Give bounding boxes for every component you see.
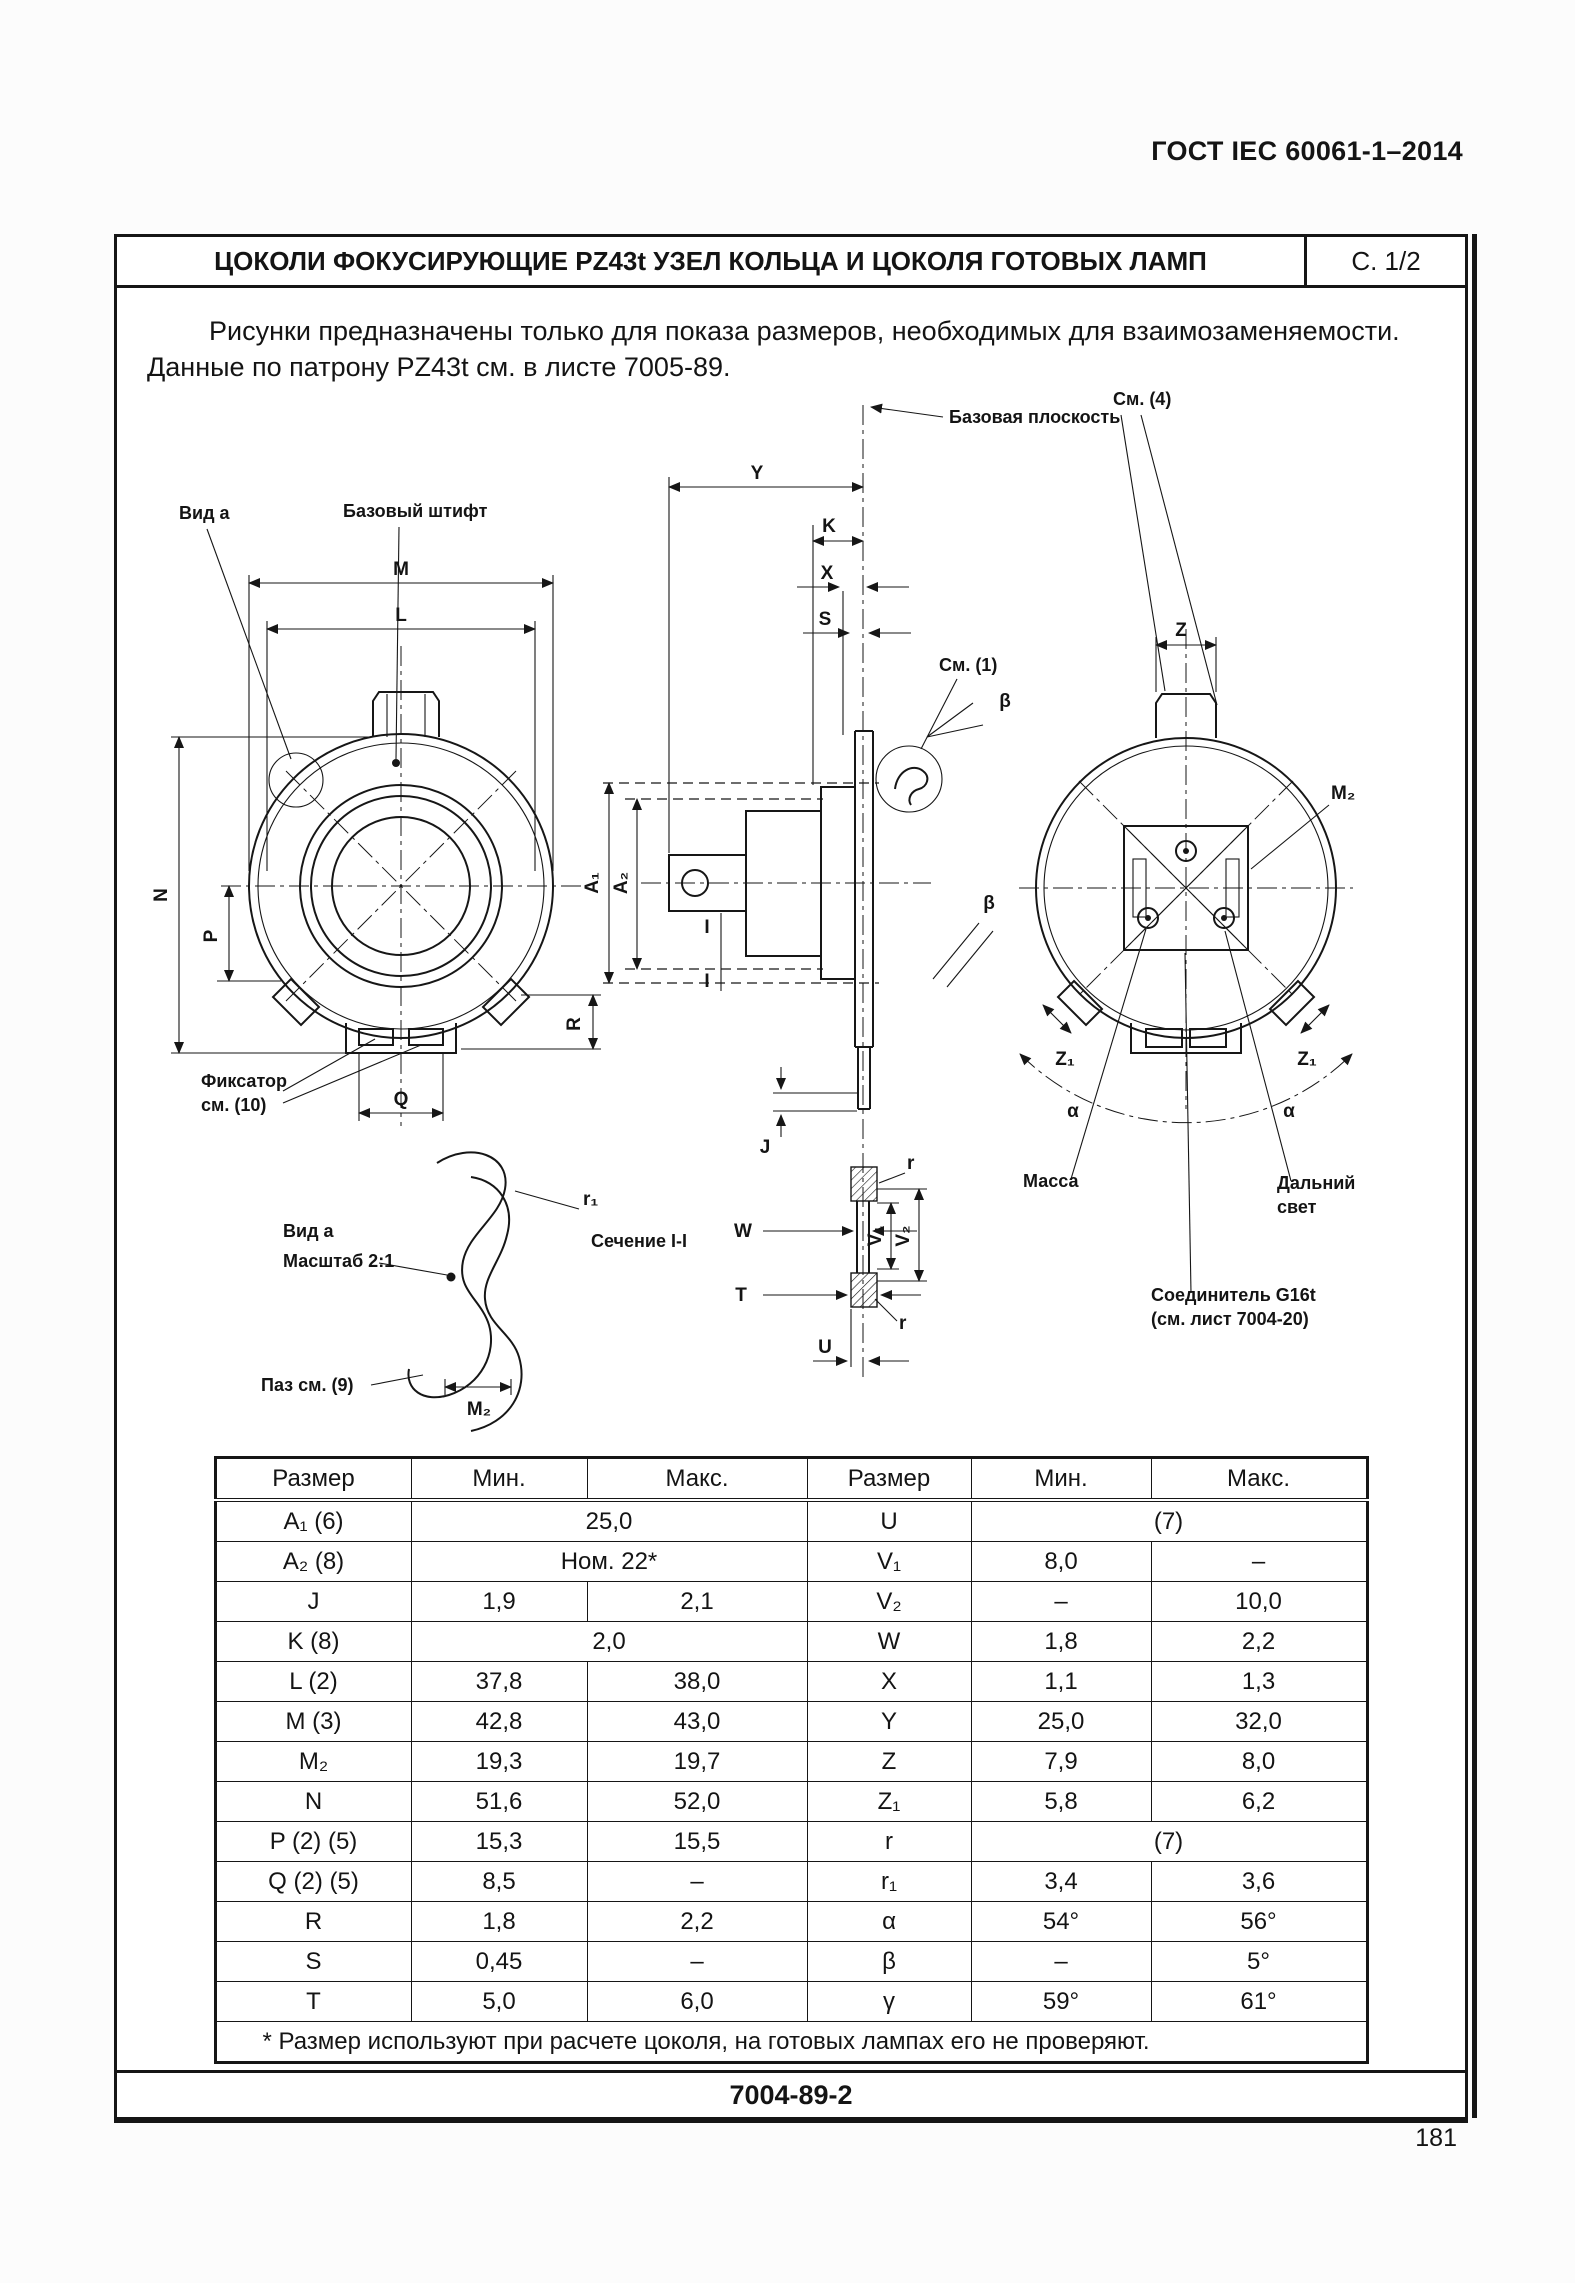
- dimension-table-body: [215, 1500, 1367, 2022]
- col-header-size-right: Размер: [807, 1458, 971, 1501]
- table-cell: 51,6: [411, 1782, 587, 1822]
- dim-label-S: S: [818, 609, 832, 631]
- table-row: [215, 1662, 1367, 1702]
- dim-label-A1: A₁: [582, 872, 603, 895]
- table-cell: 19,7: [587, 1742, 807, 1782]
- dim-label-T: T: [735, 1285, 747, 1307]
- table-cell: α: [807, 1902, 971, 1942]
- table-cell: 5°: [1151, 1942, 1367, 1982]
- table-row: [215, 1982, 1367, 2022]
- table-cell: Ном. 22*: [411, 1542, 807, 1582]
- col-header-min-left: Мин.: [411, 1458, 587, 1501]
- table-row: [215, 1822, 1367, 1862]
- table-cell: r₁: [807, 1862, 971, 1902]
- table-cell: 5,8: [971, 1782, 1151, 1822]
- dim-label-Y: Y: [750, 463, 764, 485]
- table-header-row: [215, 1458, 1367, 1501]
- col-header-min-right: Мин.: [971, 1458, 1151, 1501]
- dim-label-r: r: [907, 1153, 915, 1175]
- table-cell: 3,4: [971, 1862, 1151, 1902]
- connector-label: Соединитель G16t: [1151, 1285, 1316, 1306]
- table-cell: 52,0: [587, 1782, 807, 1822]
- table-cell: 0,45: [411, 1942, 587, 1982]
- connector-label: (см. лист 7004-20): [1151, 1309, 1309, 1330]
- dim-label-R: R: [564, 1017, 585, 1032]
- fixator-label: см. (10): [201, 1095, 267, 1116]
- table-cell: V₁: [807, 1542, 971, 1582]
- table-cell: 1,8: [411, 1902, 587, 1942]
- table-row: [215, 1742, 1367, 1782]
- table-row: [215, 1542, 1367, 1582]
- table-cell: X: [807, 1662, 971, 1702]
- table-cell: 56°: [1151, 1902, 1367, 1942]
- section-mark-I: I: [704, 917, 710, 939]
- table-cell: 1,8: [971, 1622, 1151, 1662]
- table-cell: –: [587, 1942, 807, 1982]
- table-cell: V₂: [807, 1582, 971, 1622]
- high-beam-label: Дальний: [1277, 1173, 1356, 1194]
- table-cell: –: [587, 1862, 807, 1902]
- table-cell: 10,0: [1151, 1582, 1367, 1622]
- table-cell: 15,3: [411, 1822, 587, 1862]
- see-1-label: См. (1): [939, 655, 998, 676]
- table-row: [215, 1582, 1367, 1622]
- rear-view-dimensions: [1020, 391, 1355, 1123]
- groove-label: Паз см. (9): [261, 1375, 354, 1396]
- angle-label-beta: β: [999, 691, 1011, 713]
- col-header-max-right: Макс.: [1151, 1458, 1367, 1501]
- table-cell: 25,0: [411, 1500, 807, 1542]
- table-cell: r: [807, 1822, 971, 1862]
- dim-label-A2: A₂: [611, 872, 632, 895]
- table-cell: 8,0: [1151, 1742, 1367, 1782]
- page-number: 181: [1415, 2124, 1457, 2152]
- table-row: [215, 1500, 1367, 1542]
- table-cell: –: [1151, 1542, 1367, 1582]
- view-a-label: Вид а: [179, 503, 230, 524]
- table-cell: 1,3: [1151, 1662, 1367, 1702]
- table-cell: K (8): [215, 1622, 411, 1662]
- table-cell: 1,9: [411, 1582, 587, 1622]
- table-cell: U: [807, 1500, 971, 1542]
- table-cell: 7,9: [971, 1742, 1151, 1782]
- view-a-detail-marker: [269, 753, 323, 807]
- table-cell: 25,0: [971, 1702, 1151, 1742]
- doc-reference: ГОСТ IEC 60061-1–2014: [1151, 136, 1463, 166]
- detail-title: Вид а: [283, 1221, 334, 1242]
- table-cell: 37,8: [411, 1662, 587, 1702]
- table-cell: 2,2: [1151, 1622, 1367, 1662]
- dim-label-K: K: [822, 516, 836, 538]
- section-mark-I: I: [704, 971, 710, 993]
- col-header-max-left: Макс.: [587, 1458, 807, 1501]
- table-cell: γ: [807, 1982, 971, 2022]
- dim-label-r1: r₁: [583, 1189, 599, 1211]
- page-title: ЦОКОЛИ ФОКУСИРУЮЩИЕ PZ43t УЗЕЛ КОЛЬЦА И ЦОКОЛЯ ГОТОВЫХ ЛАМП: [214, 245, 1207, 276]
- table-footnote: * Размер используют при расчете цоколя, на готовых лампах его не проверяют.: [215, 2022, 1367, 2063]
- intro-paragraph: Рисунки предназначены только для показа размеров, необходимых для взаимозаменяемости. Данные по патрону PZ43t см. в листе 7005-89.: [147, 316, 1400, 382]
- fixator-label: Фиксатор: [201, 1071, 288, 1092]
- table-cell: T: [215, 1982, 411, 2022]
- table-row: [215, 1942, 1367, 1982]
- dim-label-W: W: [734, 1221, 752, 1243]
- sheet-indicator: С. 1/2: [1304, 237, 1465, 285]
- table-row: [215, 1702, 1367, 1742]
- high-beam-label: свет: [1277, 1197, 1317, 1218]
- table-cell: 54°: [971, 1902, 1151, 1942]
- table-cell: β: [807, 1942, 971, 1982]
- table-cell: –: [971, 1942, 1151, 1982]
- table-cell: 19,3: [411, 1742, 587, 1782]
- table-row: [215, 1782, 1367, 1822]
- base-pin-shape: [373, 692, 439, 737]
- angle-label-alpha: α: [1067, 1101, 1079, 1123]
- dim-label-Z1: Z₁: [1297, 1049, 1317, 1071]
- dim-label-r: r: [899, 1313, 907, 1335]
- detail-title: Масштаб 2:1: [283, 1251, 395, 1272]
- table-cell: Y: [807, 1702, 971, 1742]
- table-cell: 43,0: [587, 1702, 807, 1742]
- table-cell: Q (2) (5): [215, 1862, 411, 1902]
- table-row: [215, 1622, 1367, 1662]
- table-cell: A₁ (6): [215, 1500, 411, 1542]
- table-cell: W: [807, 1622, 971, 1662]
- dim-label-N: N: [151, 888, 172, 903]
- dimension-table: [214, 1456, 1369, 2064]
- col-header-size-left: Размер: [215, 1458, 411, 1501]
- table-cell: 15,5: [587, 1822, 807, 1862]
- dim-label-Z: Z: [1175, 620, 1187, 642]
- table-cell: A₂ (8): [215, 1542, 411, 1582]
- side-view-dimensions: [582, 407, 1120, 1367]
- sheet-reference: 7004-89-2: [117, 2070, 1465, 2117]
- table-cell: –: [971, 1582, 1151, 1622]
- outer-frame-line: [1472, 234, 1477, 2118]
- dim-label-M2: M₂: [466, 1399, 492, 1421]
- table-cell: 2,0: [411, 1622, 807, 1662]
- table-cell: 8,0: [971, 1542, 1151, 1582]
- technical-drawing: [121, 391, 1451, 1456]
- see-1-detail: [876, 655, 1011, 914]
- dim-label-Z1: Z₁: [1055, 1049, 1075, 1071]
- table-cell: 8,5: [411, 1862, 587, 1902]
- base-pin-label: Базовый штифт: [343, 501, 488, 522]
- section-label: Сечение I-I: [591, 1231, 687, 1252]
- dim-label-V2: V₂: [893, 1225, 914, 1247]
- dim-label-X: X: [820, 563, 834, 585]
- table-cell: 61°: [1151, 1982, 1367, 2022]
- table-cell: 3,6: [1151, 1862, 1367, 1902]
- table-cell: 42,8: [411, 1702, 587, 1742]
- table-cell: Z₁: [807, 1782, 971, 1822]
- table-cell: 2,1: [587, 1582, 807, 1622]
- table-cell: R: [215, 1902, 411, 1942]
- table-cell: (7): [971, 1500, 1367, 1542]
- section-detail: [591, 1153, 927, 1334]
- see-4-label: См. (4): [1113, 391, 1172, 410]
- table-cell: Z: [807, 1742, 971, 1782]
- table-cell: 2,2: [587, 1902, 807, 1942]
- table-cell: (7): [971, 1822, 1367, 1862]
- table-cell: M₂: [215, 1742, 411, 1782]
- table-cell: M (3): [215, 1702, 411, 1742]
- table-cell: 6,2: [1151, 1782, 1367, 1822]
- table-cell: P (2) (5): [215, 1822, 411, 1862]
- mass-label: Масса: [1023, 1171, 1079, 1192]
- table-footnote-row: [215, 2022, 1367, 2063]
- dim-label-Q: Q: [393, 1089, 409, 1111]
- detail-view-2x: [261, 1153, 598, 1432]
- dim-label-J: J: [759, 1137, 771, 1159]
- content-frame: [114, 234, 1468, 2123]
- dim-label-M: M: [393, 559, 409, 581]
- table-cell: 38,0: [587, 1662, 807, 1702]
- dim-label-P: P: [201, 929, 222, 943]
- dim-label-M2: M₂: [1331, 783, 1356, 805]
- dim-label-V1: V₁: [865, 1225, 886, 1247]
- table-cell: 32,0: [1151, 1702, 1367, 1742]
- table-cell: N: [215, 1782, 411, 1822]
- table-cell: J: [215, 1582, 411, 1622]
- dim-label-U: U: [818, 1337, 832, 1359]
- table-row: [215, 1902, 1367, 1942]
- table-cell: 5,0: [411, 1982, 587, 2022]
- table-row: [215, 1862, 1367, 1902]
- table-cell: 59°: [971, 1982, 1151, 2022]
- angle-label-alpha: α: [1283, 1101, 1295, 1123]
- base-plane-label: Базовая плоскость: [949, 407, 1121, 428]
- title-bar: [117, 237, 1465, 288]
- table-cell: L (2): [215, 1662, 411, 1702]
- table-cell: S: [215, 1942, 411, 1982]
- table-cell: 1,1: [971, 1662, 1151, 1702]
- table-cell: 6,0: [587, 1982, 807, 2022]
- angle-label-beta: β: [983, 893, 995, 915]
- dim-label-L: L: [395, 605, 407, 627]
